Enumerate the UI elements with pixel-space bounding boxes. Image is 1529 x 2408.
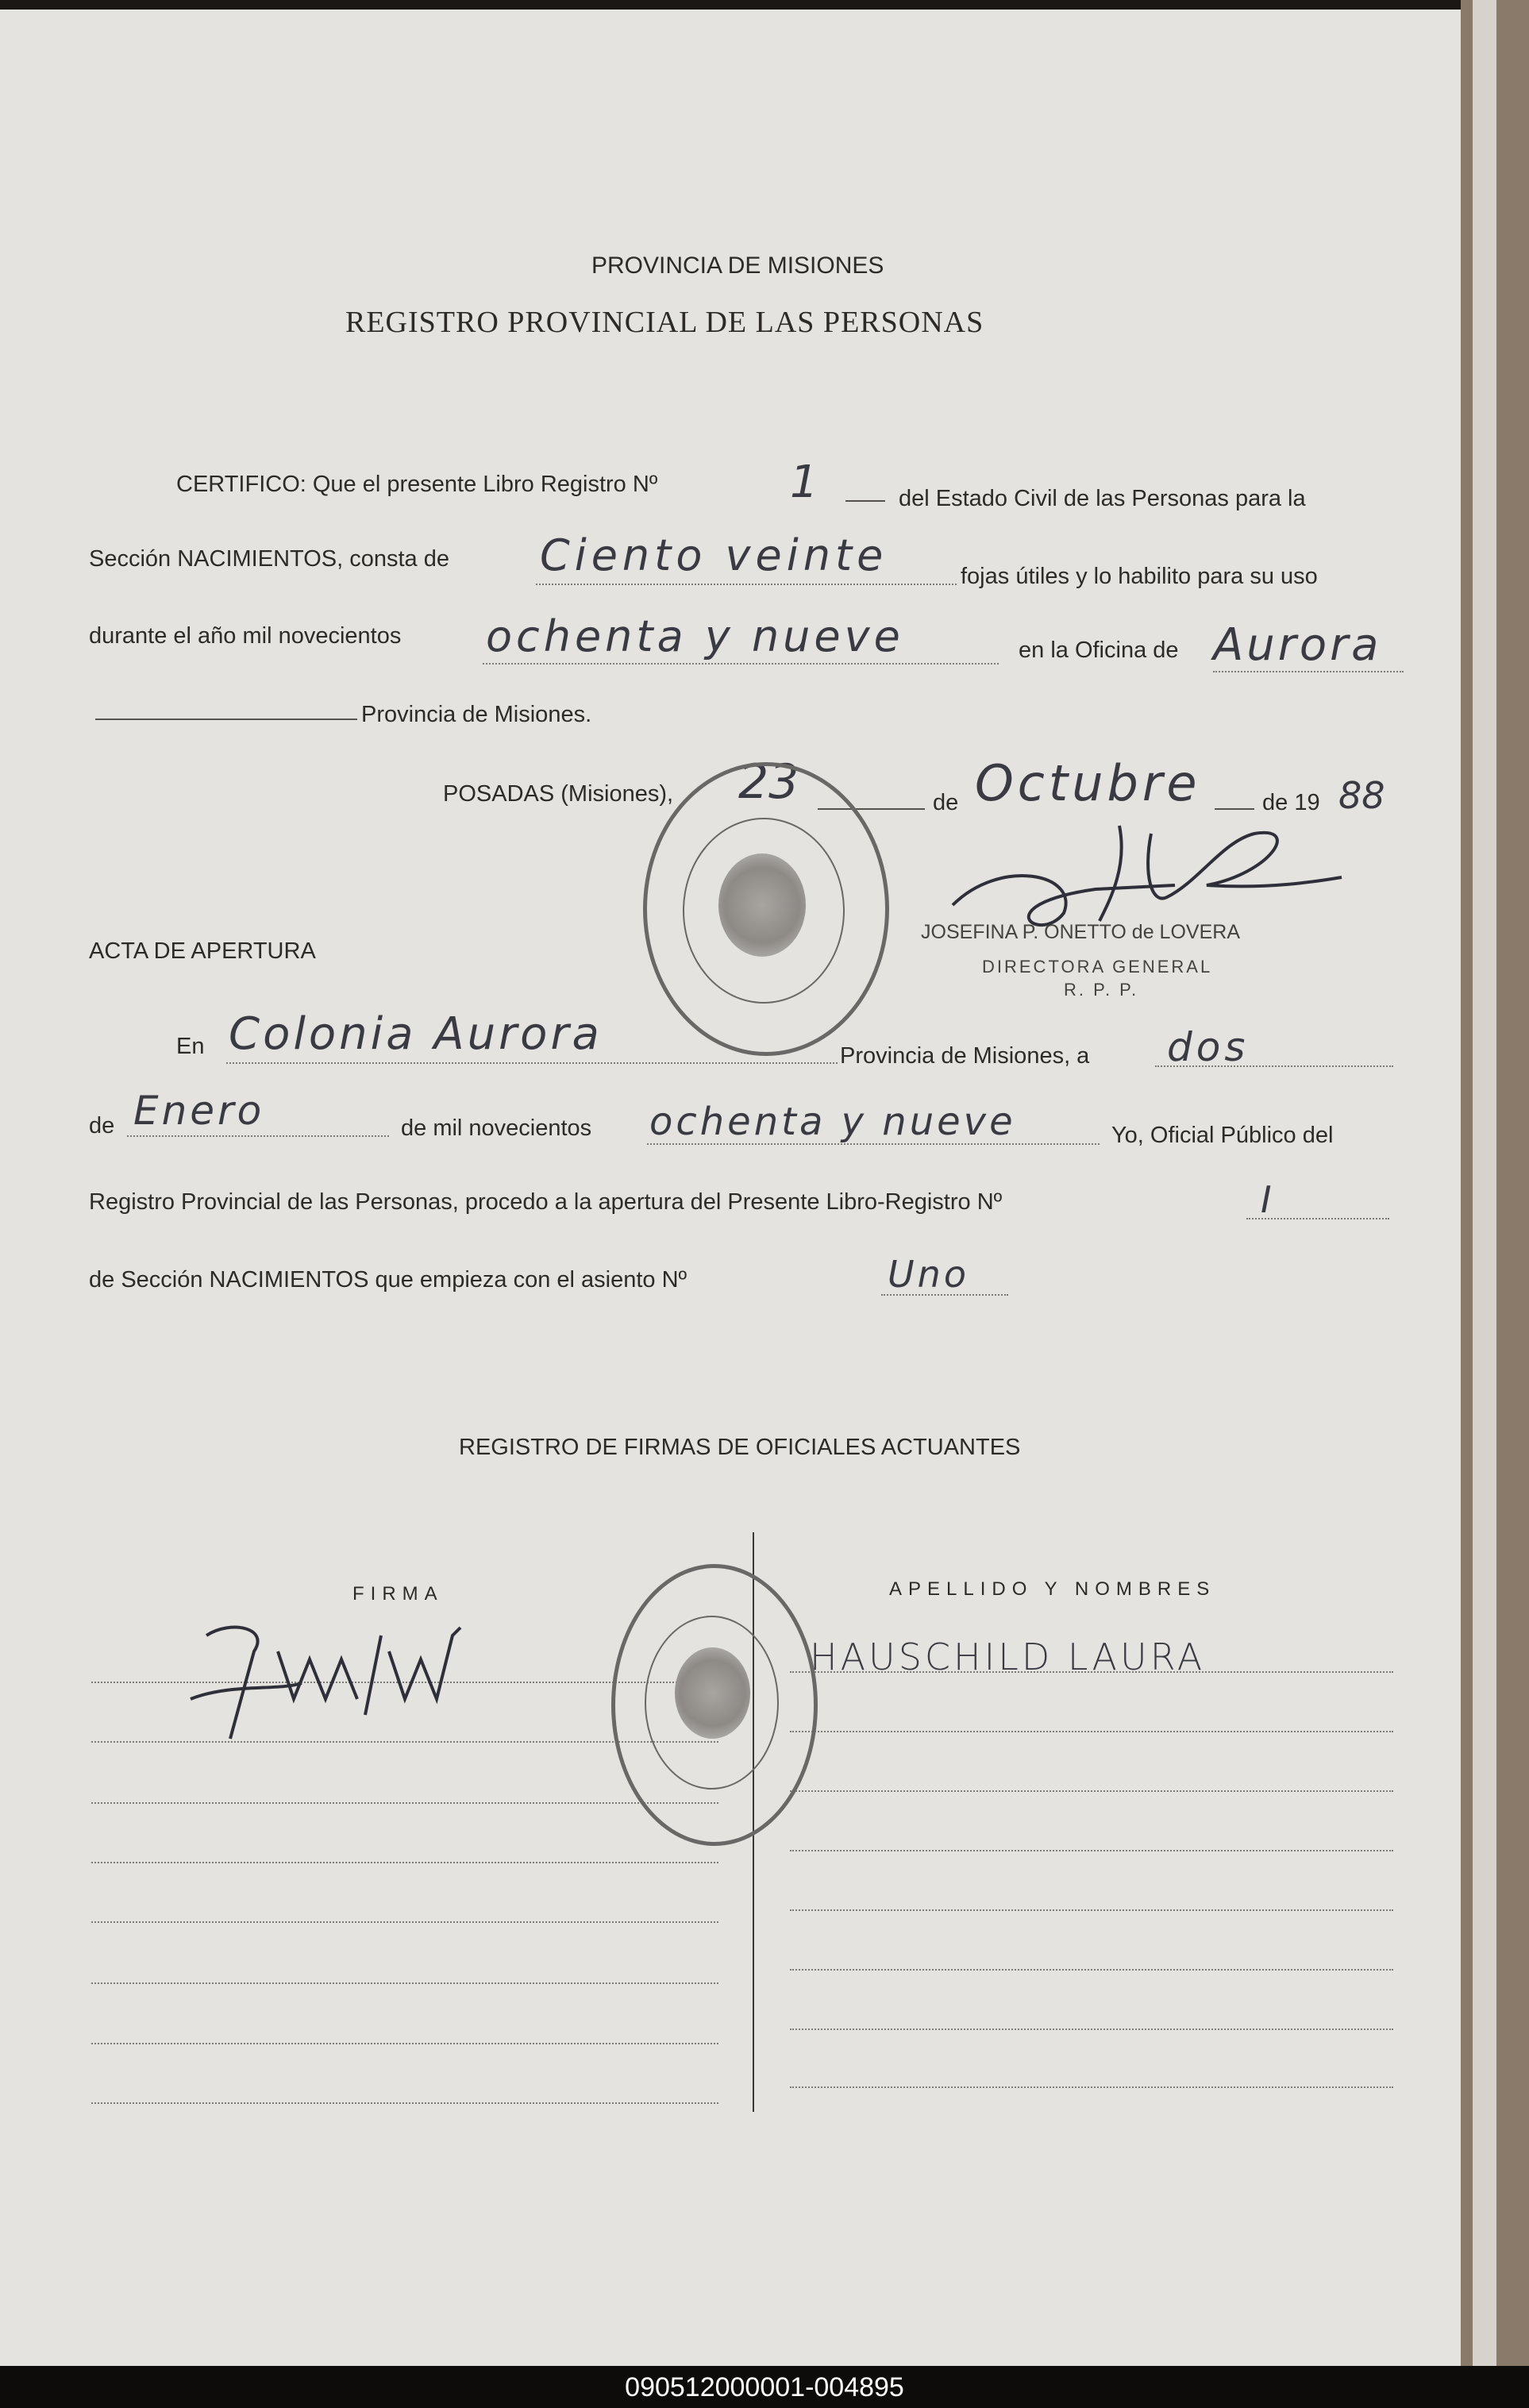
registry-heading: REGISTRO PROVINCIAL DE LAS PERSONAS [345, 306, 984, 339]
blank-line [1213, 671, 1404, 672]
opening-de: de [89, 1113, 115, 1139]
month-handwritten: Octubre [975, 754, 1201, 812]
opening-yo: Yo, Oficial Público del [1111, 1123, 1334, 1148]
office-handwritten: Aurora [1213, 619, 1382, 671]
opening-en: En [176, 1034, 205, 1059]
name-row [790, 2086, 1393, 2088]
blank-line [226, 1062, 838, 1064]
director-name: JOSEFINA P. ONETTO de LOVERA [921, 921, 1240, 943]
col-firma: FIRMA [352, 1583, 444, 1605]
opening-year-handwritten: ochenta y nueve [649, 1100, 1016, 1144]
blank-line [845, 500, 885, 502]
official-signature [183, 1604, 476, 1763]
opening-mil: de mil novecientos [401, 1115, 592, 1141]
director-signature [937, 810, 1350, 937]
name-row [790, 1790, 1393, 1792]
official-name-handwritten: HAUSCHILD LAURA [810, 1636, 1206, 1678]
blank-line [1246, 1218, 1389, 1219]
signature-row [91, 1982, 718, 1984]
blank-line [483, 663, 999, 665]
folios-handwritten: Ciento veinte [540, 530, 888, 580]
signatures-title: REGISTRO DE FIRMAS DE OFICIALES ACTUANTES [459, 1435, 1021, 1460]
signature-row [91, 1862, 718, 1863]
de-label: de [933, 790, 959, 815]
cert-line4: Provincia de Misiones. [361, 702, 592, 727]
cert-line3-pre: durante el año mil novecientos [89, 623, 402, 649]
signature-row [91, 1802, 718, 1804]
opening-line3: Registro Provincial de las Personas, procedo a la apertura del Presente Libro-Registro Nº [89, 1189, 1003, 1215]
director-org: R. P. P. [1064, 980, 1139, 1000]
place-date: POSADAS (Misiones), [443, 781, 674, 807]
day-words-handwritten: dos [1167, 1024, 1250, 1070]
cert-line1-post: del Estado Civil de las Personas para la [899, 486, 1306, 511]
cert-line2-pre: Sección NACIMIENTOS, consta de [89, 546, 449, 572]
de-year-label: de 19 [1262, 790, 1320, 815]
month-words-handwritten: Enero [133, 1088, 265, 1134]
opening-title: ACTA DE APERTURA [89, 938, 316, 964]
document-code: 090512000001-004895 [625, 2372, 904, 2402]
col-names: APELLIDO Y NOMBRES [889, 1578, 1216, 1600]
blank-line [881, 1294, 1008, 1296]
blank-line [127, 1135, 389, 1137]
name-row [790, 1731, 1393, 1732]
entry-handwritten: Uno [888, 1253, 969, 1296]
page-edge [1473, 0, 1496, 2374]
name-row [790, 1969, 1393, 1971]
name-row [790, 1909, 1393, 1911]
locality-handwritten: Colonia Aurora [229, 1008, 603, 1060]
delegation-seal [675, 1647, 750, 1739]
cert-line3-mid: en la Oficina de [1019, 638, 1179, 663]
coat-of-arms-seal [718, 853, 806, 957]
signature-row [91, 1921, 718, 1923]
opening-prov: Provincia de Misiones, a [840, 1043, 1090, 1069]
province-heading: PROVINCIA DE MISIONES [591, 252, 884, 279]
book-number-handwritten: 1 [790, 457, 818, 508]
name-row [790, 1850, 1393, 1851]
year-digits-handwritten: 88 [1338, 774, 1385, 817]
signature-row [91, 2043, 718, 2044]
director-title: DIRECTORA GENERAL [982, 957, 1213, 977]
blank-line [536, 584, 957, 585]
cert-line1-pre: CERTIFICO: Que el presente Libro Registro Nº [176, 472, 658, 497]
cert-line2-post: fojas útiles y lo habilito para su uso [961, 564, 1318, 589]
signature-row [91, 2102, 718, 2104]
name-row [790, 2028, 1393, 2030]
blank-line [1155, 1065, 1393, 1067]
day-handwritten: 23 [738, 754, 799, 810]
blank-line [647, 1143, 1100, 1145]
year-words-handwritten: ochenta y nueve [486, 611, 904, 661]
opening-book-handwritten: I [1261, 1178, 1272, 1221]
blank-line [95, 719, 357, 720]
opening-line4: de Sección NACIMIENTOS que empieza con el asiento Nº [89, 1267, 687, 1293]
